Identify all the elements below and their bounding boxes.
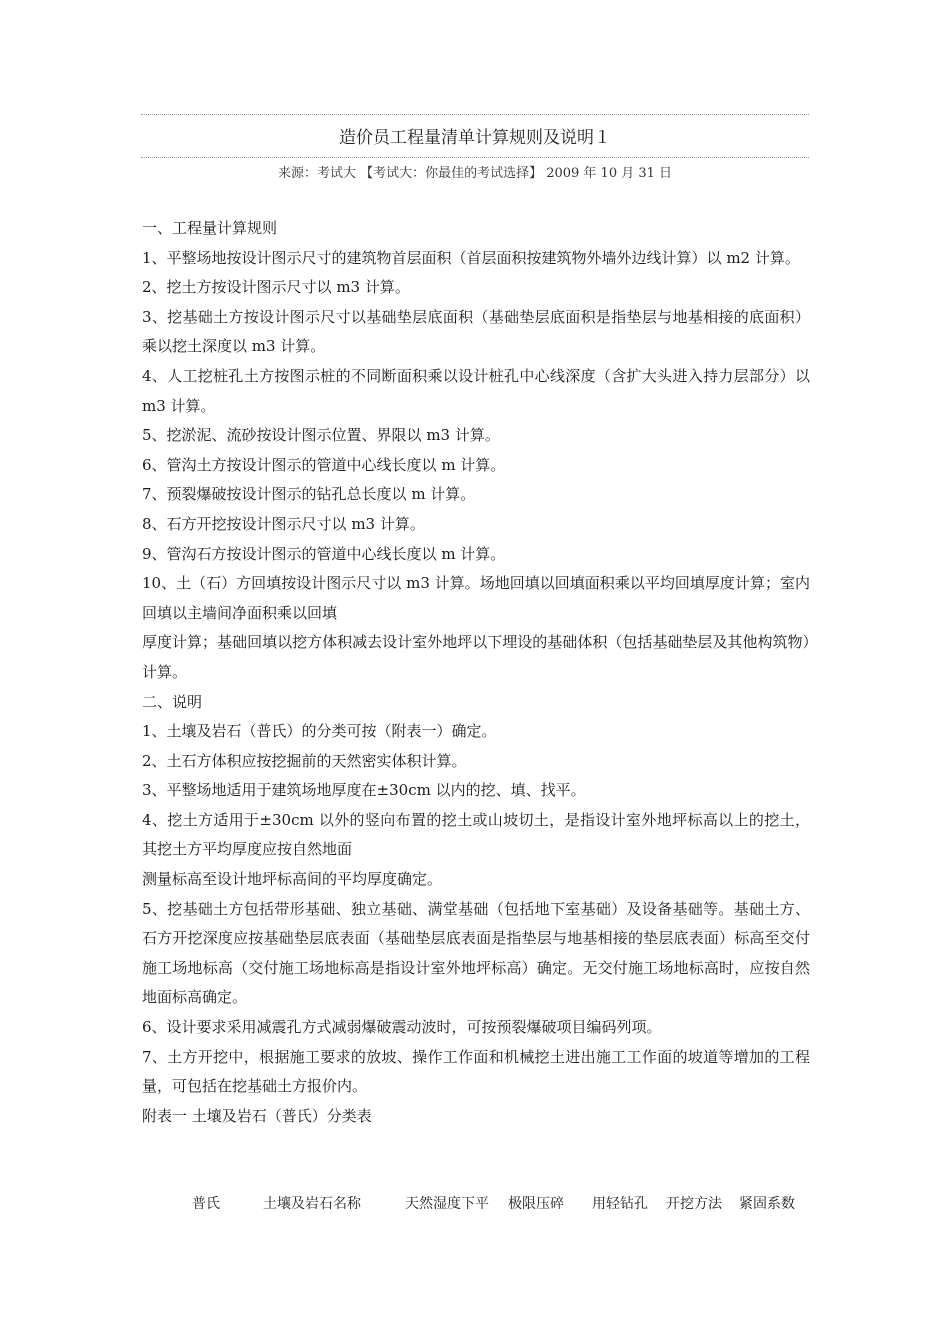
rule-item: 5、挖淤泥、流砂按设计图示位置、界限以 m3 计算。 bbox=[142, 426, 500, 445]
document-body bbox=[142, 214, 810, 1131]
source-line: 来源：考试大 【考试大：你最佳的考试选择】 2009 年 10 月 31 日 bbox=[277, 166, 673, 181]
rule-item: 3、挖基础土方按设计图示尺寸以基础垫层底面积（基础垫层底面积是指垫层与地基相接的底面积）乘以挖土深度以 m3 计算。 bbox=[142, 307, 810, 356]
table-header-cell: 紧固系数 bbox=[739, 1196, 795, 1212]
note-item: 6、设计要求采用减震孔方式减弱爆破震动波时，可按预裂爆破项目编码列项。 bbox=[142, 1018, 662, 1037]
rule-item: 4、人工挖桩孔土方按图示桩的不同断面积乘以设计桩孔中心线深度（含扩大头进入持力层部分）以 m3 计算。 bbox=[142, 366, 810, 415]
classification-table-header bbox=[142, 1192, 810, 1216]
note-item: 7、土方开挖中，根据施工要求的放坡、操作工作面和机械挖土进出施工工作面的坡道等增加的工程量，可包括在挖基础土方报价内。 bbox=[142, 1047, 810, 1096]
rule-item: 8、石方开挖按设计图示尺寸以 m3 计算。 bbox=[142, 514, 425, 533]
note-item: 2、土石方体积应按挖掘前的天然密实体积计算。 bbox=[142, 751, 467, 770]
table-header-cell: 用轻钻孔 bbox=[592, 1196, 648, 1212]
note-item: 5、挖基础土方包括带形基础、独立基础、满堂基础（包括地下室基础）及设备基础等。基础土方、石方开挖深度应按基础垫层底表面（基础垫层底表面是指垫层与地基相接的垫层底表面）标高至交付施工场地标高（交付施工场地标高是指设计室外地坪标高）确定。无交付施工场地标高时，应按自然地面标高确定。 bbox=[142, 899, 810, 1007]
note-item: 3、平整场地适用于建筑场地厚度在±30cm 以内的挖、填、找平。 bbox=[142, 781, 586, 800]
note-item: 1、土壤及岩石（普氏）的分类可按（附表一）确定。 bbox=[142, 722, 497, 741]
note-item-continued: 测量标高至设计地坪标高间的平均厚度确定。 bbox=[142, 870, 443, 889]
appendix-table-caption: 附表一 土壤及岩石（普氏）分类表 bbox=[142, 1106, 372, 1125]
note-item: 4、挖土方适用于±30cm 以外的竖向布置的挖土或山坡切土，是指设计室外地坪标高以上的挖土，其挖土方平均厚度应按自然地面 bbox=[142, 810, 810, 859]
rule-item: 9、管沟石方按设计图示的管道中心线长度以 m 计算。 bbox=[142, 544, 506, 563]
rule-item-continued: 厚度计算；基础回填以挖方体积减去设计室外地坪以下埋设的基础体积（包括基础垫层及其他构筑物）计算。 bbox=[142, 633, 810, 681]
rule-item: 7、预裂爆破按设计图示的钻孔总长度以 m 计算。 bbox=[142, 485, 476, 504]
title-divider-bottom bbox=[141, 157, 809, 158]
table-header-cell: 极限压碎 bbox=[508, 1196, 564, 1212]
table-header-cell: 土壤及岩石名称 bbox=[263, 1196, 361, 1212]
document-title: 造价员工程量清单计算规则及说明１ bbox=[339, 128, 611, 148]
rule-item: 1、平整场地按设计图示尺寸的建筑物首层面积（首层面积按建筑物外墙外边线计算）以 m2 计算。 bbox=[142, 248, 800, 267]
section-heading-notes: 二、说明 bbox=[142, 692, 203, 711]
rule-item: 10、土（石）方回填按设计图示尺寸以 m3 计算。场地回填以回填面积乘以平均回填厚度计算；室内回填以主墙间净面积乘以回填 bbox=[142, 574, 810, 622]
rule-item: 2、挖土方按设计图示尺寸以 m3 计算。 bbox=[142, 278, 410, 297]
rule-item: 6、管沟土方按设计图示的管道中心线长度以 m 计算。 bbox=[142, 455, 506, 474]
table-header-cell: 普氏 bbox=[192, 1196, 220, 1212]
section-heading-rules: 一、工程量计算规则 bbox=[142, 219, 278, 237]
title-divider-top bbox=[141, 114, 809, 115]
table-header-cell: 天然湿度下平 bbox=[405, 1196, 489, 1212]
table-header-cell: 开挖方法 bbox=[666, 1196, 722, 1212]
